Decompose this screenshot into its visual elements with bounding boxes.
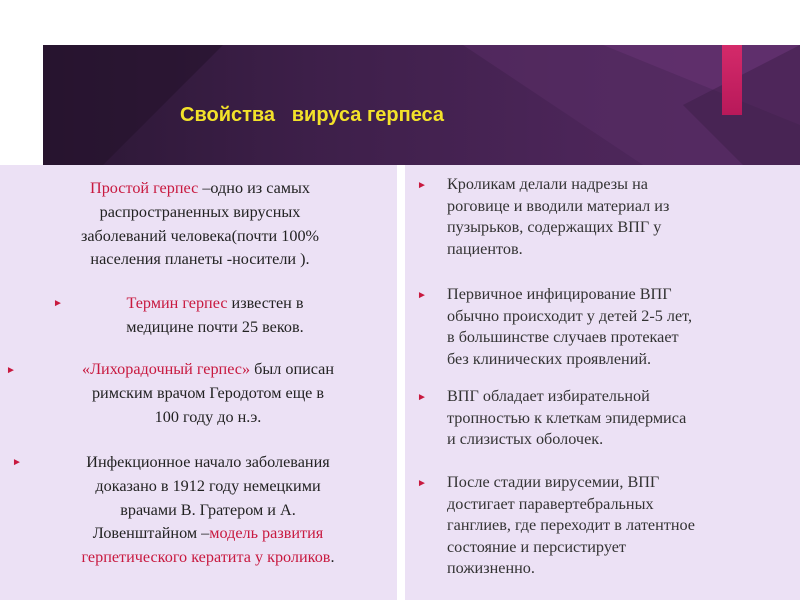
left-paragraph-1: Простой герпес –одно из самых распространенных вирусных заболеваний человека(почти 100% населения планеты -носители ). (80, 179, 320, 269)
left-paragraph-2: Термин герпес известен в медицине почти 25 веков. (126, 294, 304, 336)
right-bullet-2: Первичное инфицирование ВПГ обычно происходит у детей 2-5 лет, в большинстве случаев протекает без клинических проявлений. (447, 285, 693, 368)
left-paragraph-4: Инфекционное начало заболевания доказано в 1912 году немецкими врачами В. Гратером и А. Ловенштайном –модель развития герпетического кератита у кроликов. (81, 453, 335, 567)
right-bullet-3: ВПГ обладает избирательной тропностью к клеткам эпидермиса и слизистых оболочек. (447, 387, 687, 449)
highlight-text: Простой герпес (90, 179, 199, 197)
highlight-text: модель развития (209, 524, 324, 543)
triangle-right-icon: ► (53, 298, 63, 309)
right-bullet-4: После стадии вирусемии, ВПГ достигает паравертебральных ганглиев, где переходит в латентное состояние и персистирует пожизненно. (447, 473, 695, 578)
highlight-text: герпетического кератита у кроликов (81, 548, 331, 567)
accent-bar (722, 45, 742, 115)
triangle-right-icon: ► (417, 392, 427, 403)
triangle-right-icon: ► (417, 290, 427, 301)
left-paragraph-3: «Лихорадочный герпес» был описан римским врачом Геродотом еще в 100 году до н.э. (81, 360, 335, 426)
triangle-right-icon: ► (6, 365, 16, 376)
highlight-text: «Лихорадочный герпес» (81, 360, 251, 378)
highlight-text: Термин герпес (126, 294, 228, 312)
triangle-right-icon: ► (12, 457, 22, 468)
triangle-right-icon: ► (417, 478, 427, 489)
triangle-right-icon: ► (417, 180, 427, 191)
slide-title: Свойства вируса герпеса (180, 104, 445, 126)
right-bullet-1: Кроликам делали надрезы на роговице и вводили материал из пузырьков, содержащих ВПГ у пациентов. (447, 175, 670, 258)
